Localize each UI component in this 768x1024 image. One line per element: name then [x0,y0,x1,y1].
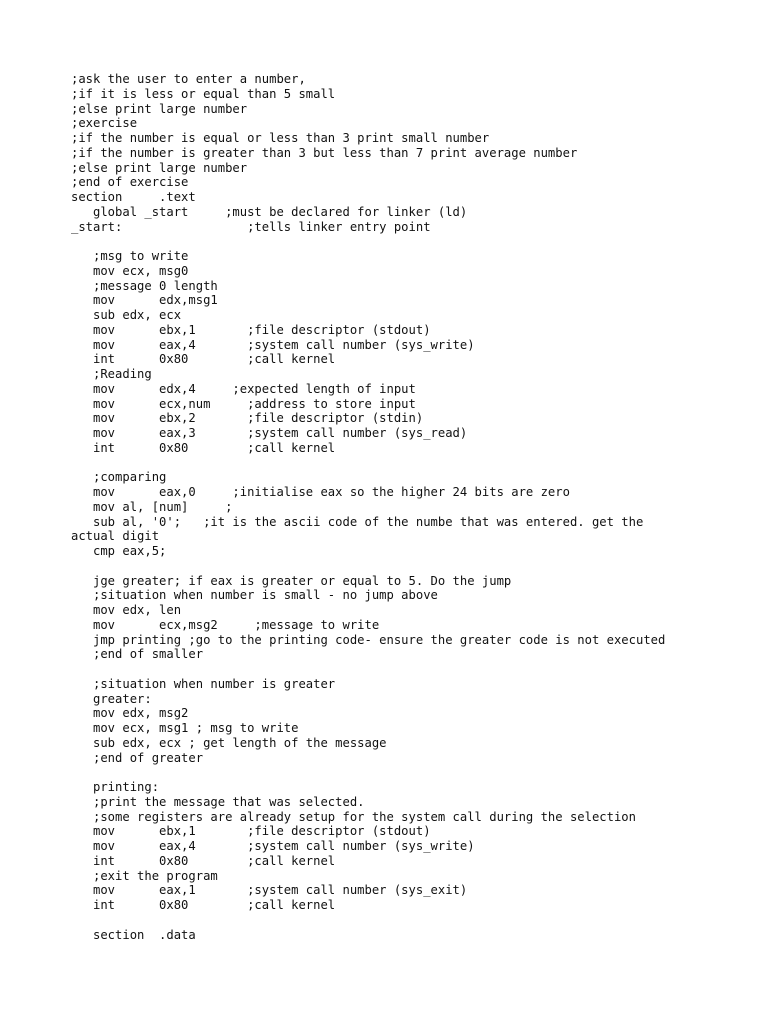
code-line: mov al, [num] ; [71,499,233,514]
code-line: greater: [71,691,152,706]
code-line: ;end of exercise [71,175,189,190]
code-line: jge greater; if eax is greater or equal to 5. Do the jump [71,573,512,588]
code-line [71,559,731,574]
code-line: int 0x80 ;call kernel [71,440,336,455]
code-line: sub edx, ecx ; get length of the message [71,735,387,750]
code-line: mov edx, len [71,603,182,617]
code-line: ;else print large number [71,160,248,175]
code-line: mov ebx,1 ;file descriptor (stdout) [71,824,431,839]
code-line: ;Reading [71,367,152,381]
code-line: global _start ;must be declared for linker (ld) [71,204,468,219]
code-line: actual digit [71,529,160,544]
code-line: ;if it is less or equal than 5 small [71,86,336,101]
code-line: section .text [71,190,196,204]
code-line: ;end of smaller [71,647,204,662]
code-line: ;exit the program [71,868,218,883]
code-line: ;exercise [71,116,138,131]
code-line: printing: [71,780,160,794]
code-line: jmp printing ;go to the printing code- ensure the greater code is not executed [71,632,666,647]
code-line: ;message 0 length [71,278,218,293]
code-line: ;some registers are already setup for the system call during the selection [71,809,636,824]
code-line: mov ecx, msg1 ; msg to write [71,721,299,735]
code-line: ;situation when number is small - no jump above [71,588,438,603]
code-line: mov edx,4 ;expected length of input [71,381,416,396]
code-line: section .data [71,927,196,942]
code-line: mov ebx,2 ;file descriptor (stdin) [71,411,424,426]
code-line: ;else print large number [71,101,248,116]
code-line: mov eax,1 ;system call number (sys_exit) [71,883,468,898]
code-line: ;comparing [71,470,167,485]
code-line: int 0x80 ;call kernel [71,898,336,912]
code-line [71,913,731,928]
code-line: mov edx,msg1 [71,293,218,308]
code-line: mov eax,0 ;initialise eax so the higher 24 bits are zero [71,485,570,499]
code-line: mov ebx,1 ;file descriptor (stdout) [71,322,431,337]
code-line: int 0x80 ;call kernel [71,853,336,868]
code-line: ;print the message that was selected. [71,794,365,809]
code-line: mov edx, msg2 [71,706,189,721]
code-line: ;situation when number is greater [71,676,336,691]
code-line [71,662,731,677]
code-line: ;end of greater [71,750,204,765]
code-line: mov eax,3 ;system call number (sys_read) [71,426,468,440]
code-line: ;msg to write [71,249,189,263]
code-line: sub al, '0'; ;it is the ascii code of the numbe that was entered. get the [71,514,644,529]
code-line: ;ask the user to enter a number, [71,72,306,86]
code-line: int 0x80 ;call kernel [71,352,336,367]
code-line: sub edx, ecx [71,308,182,322]
code-line: _start: ;tells linker entry point [71,219,431,234]
code-line: mov ecx, msg0 [71,263,189,278]
code-line [71,765,731,780]
code-line [71,456,731,471]
code-line: ;if the number is greater than 3 but less than 7 print average number [71,145,578,160]
code-line: cmp eax,5; [71,544,167,558]
code-line: ;if the number is equal or less than 3 print small number [71,131,490,145]
code-line: mov ecx,msg2 ;message to write [71,617,380,632]
code-line: mov eax,4 ;system call number (sys_write) [71,839,475,853]
code-line: mov eax,4 ;system call number (sys_write) [71,337,475,352]
code-line [71,234,731,249]
code-line: mov ecx,num ;address to store input [71,396,416,411]
assembly-code-listing [71,72,731,942]
